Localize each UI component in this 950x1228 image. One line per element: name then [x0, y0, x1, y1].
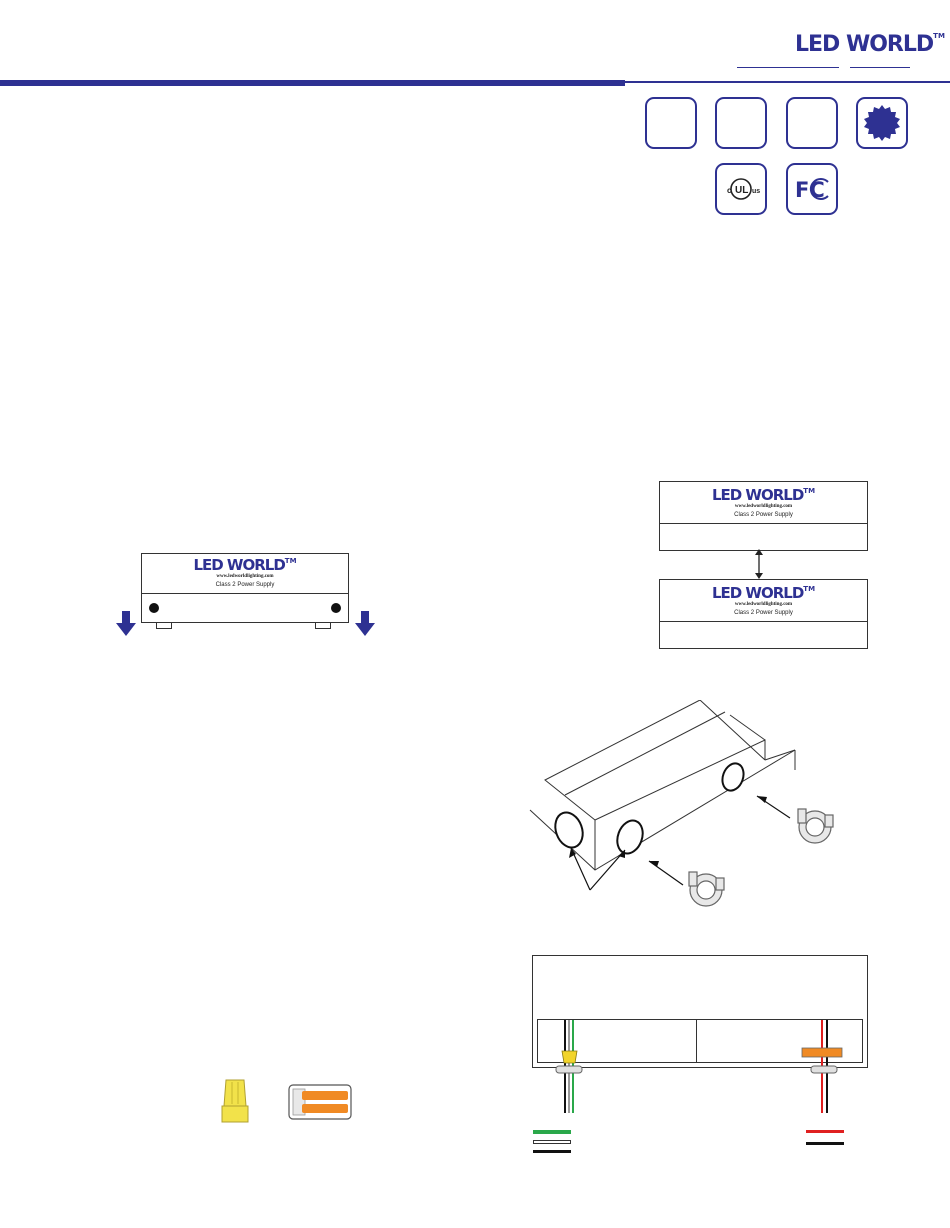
supply-label-brand: LED WORLD™: [193, 556, 297, 574]
supply-foot-left: [156, 623, 172, 629]
power-supply-front-view: [141, 553, 349, 626]
supply-label-url: www.ledworldlighting.com: [216, 574, 274, 579]
cert-badge-3: [786, 97, 838, 149]
ul-right-text: us: [752, 188, 761, 195]
header-logo-underline-left: [737, 67, 839, 68]
wire-legend-right: [806, 1130, 844, 1145]
supply-label-caption: Class 2 Power Supply: [734, 610, 793, 616]
supply-label-caption: Class 2 Power Supply: [215, 582, 275, 588]
mounting-hole-left: [149, 603, 159, 613]
fcc-mark-text: FC: [795, 178, 825, 202]
ul-mark-icon: [718, 174, 764, 204]
header-logo-tm: TM: [933, 32, 945, 40]
header-logo: [795, 32, 945, 57]
supply-mounting-flange: [141, 593, 349, 623]
wire-swatch-black: [806, 1142, 844, 1145]
wire-swatch-red: [806, 1130, 844, 1133]
wire-swatch-white: [533, 1140, 571, 1144]
wire-legend-left: [533, 1130, 571, 1153]
wire-swatch-green: [533, 1130, 571, 1134]
seal-icon: [863, 104, 901, 142]
supply-foot-right: [315, 623, 331, 629]
right-wire-bundle: [800, 1015, 850, 1115]
header-logo-underline-right: [850, 67, 910, 68]
ul-listed-badge: [715, 163, 767, 215]
supply-label-brand: LED WORLD™: [711, 486, 816, 504]
supply-label-brand: LED WORLD™: [711, 584, 816, 602]
header-rule: [625, 81, 950, 83]
cert-badge-2: [715, 97, 767, 149]
supply-divider: [660, 621, 867, 622]
double-arrow-icon: [752, 549, 766, 579]
supply-divider: [660, 523, 867, 524]
junction-box-knockout-diagram: [525, 700, 885, 930]
knockout-clamp-icon: [798, 809, 833, 843]
lever-connector-icon: [288, 1084, 352, 1120]
down-arrow-icon: [116, 611, 136, 637]
wire-swatch-black: [533, 1150, 571, 1153]
header-logo-text: LED WORLD: [795, 32, 934, 57]
ul-left-text: c: [727, 186, 732, 195]
supply-label: [660, 488, 867, 518]
cert-badge-seal: [856, 97, 908, 149]
header-bar: [0, 80, 625, 86]
left-wire-bundle: [553, 1015, 593, 1115]
mounting-hole-right: [331, 603, 341, 613]
supply-label: [660, 586, 867, 616]
supply-spacing-upper: [659, 481, 868, 551]
supply-label-url: www.ledworldlighting.com: [734, 504, 793, 509]
knockout-clamp-icon: [689, 872, 724, 906]
supply-top-panel: [141, 553, 349, 594]
fcc-mark-icon: [792, 174, 832, 204]
supply-spacing-lower: [659, 579, 868, 649]
ul-mark-text: UL: [735, 185, 749, 196]
supply-label-url: www.ledworldlighting.com: [734, 602, 793, 607]
fcc-badge: [786, 163, 838, 215]
supply-label: [142, 558, 348, 588]
wire-nut-icon: [220, 1078, 250, 1124]
cert-badge-1: [645, 97, 697, 149]
down-arrow-icon: [355, 611, 375, 637]
supply-label-caption: Class 2 Power Supply: [734, 512, 793, 518]
